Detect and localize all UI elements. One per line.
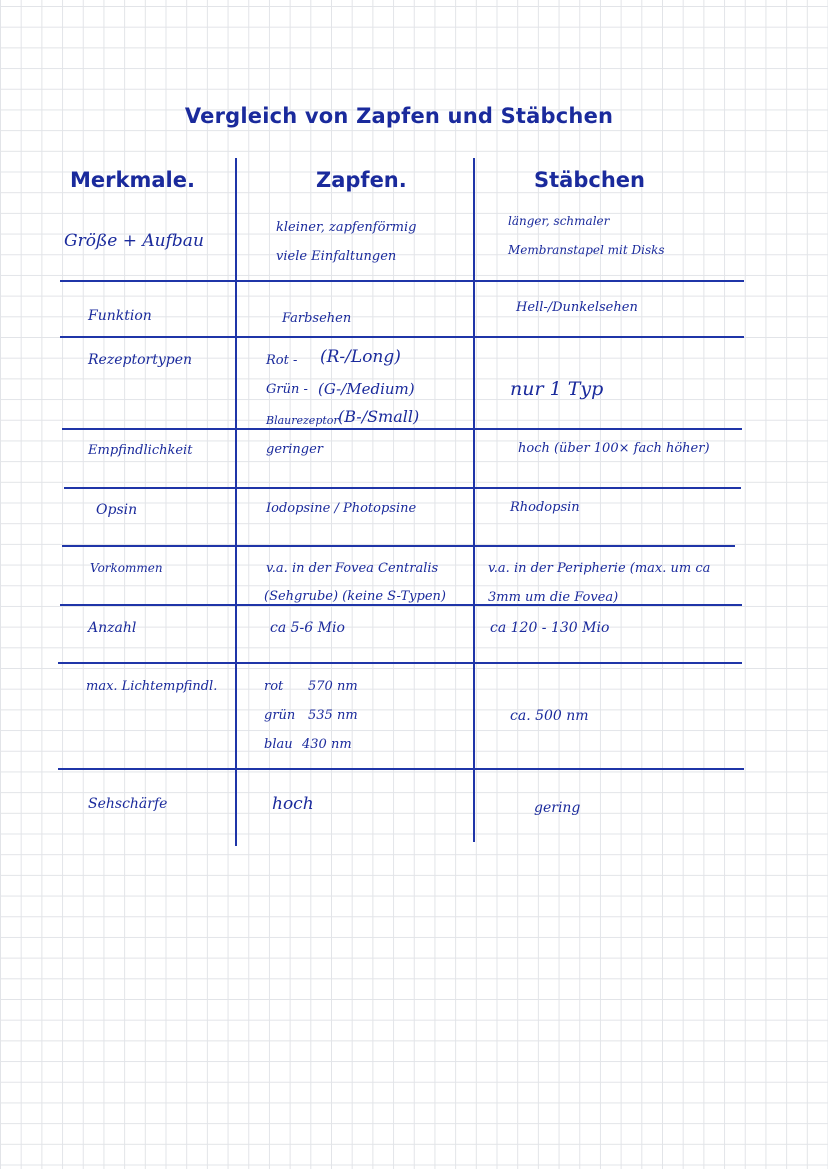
- cell-staebchen-anzahl: ca 120 - 130 Mio: [490, 620, 610, 636]
- row-divider: [60, 336, 744, 338]
- cell-zapfen-anzahl: ca 5-6 Mio: [270, 620, 345, 636]
- row-label-lichtempf: max. Lichtempfindl.: [86, 679, 218, 694]
- row-label-funktion: Funktion: [88, 308, 152, 324]
- cell-zapfen-gruen-nm: 535 nm: [308, 708, 358, 723]
- row-label-empfindlichkeit: Empfindlichkeit: [88, 443, 193, 458]
- cell-zapfen-blau-nm: 430 nm: [302, 737, 352, 752]
- cell-zapfen-sehschaerfe: hoch: [272, 794, 314, 814]
- cell-zapfen-rot-nm: 570 nm: [308, 679, 358, 694]
- cell-zapfen-empfindlichkeit: geringer: [266, 442, 323, 457]
- column-divider-2: [473, 158, 475, 842]
- header-staebchen: Stäbchen: [534, 168, 645, 192]
- cell-staebchen-groesse-1: länger, schmaler: [508, 214, 610, 228]
- cell-staebchen-groesse-2: Membranstapel mit Disks: [508, 243, 665, 257]
- cell-zapfen-gruen-label: grün: [264, 708, 296, 723]
- row-label-rezeptortypen: Rezeptortypen: [88, 352, 192, 368]
- cell-staebchen-sehschaerfe: gering: [534, 800, 581, 816]
- cell-zapfen-funktion: Farbsehen: [282, 311, 352, 326]
- cell-zapfen-groesse-1: kleiner, zapfenförmig: [276, 220, 417, 235]
- cell-zapfen-vorkommen-2: (Sehgrube) (keine S-Typen): [264, 589, 446, 604]
- cell-staebchen-rezeptortypen: nur 1 Typ: [510, 378, 604, 400]
- cell-zapfen-rot-label: rot: [264, 679, 284, 694]
- row-divider: [60, 604, 742, 606]
- cell-staebchen-lichtempf: ca. 500 nm: [510, 708, 589, 724]
- cell-zapfen-groesse-2: viele Einfaltungen: [276, 249, 397, 264]
- cell-staebchen-funktion: Hell-/Dunkelsehen: [516, 300, 638, 315]
- cell-staebchen-empfindlichkeit: hoch (über 100× fach höher): [518, 441, 710, 456]
- header-zapfen: Zapfen.: [316, 168, 407, 192]
- cell-staebchen-vorkommen-1: v.a. in der Peripherie (max. um ca: [488, 561, 711, 576]
- row-label-groesse: Größe + Aufbau: [64, 231, 204, 251]
- row-label-sehschaerfe: Sehschärfe: [88, 796, 168, 812]
- cell-zapfen-blau: Blaurezeptor: [266, 414, 339, 427]
- cell-zapfen-vorkommen-1: v.a. in der Fovea Centralis: [266, 561, 439, 576]
- row-label-vorkommen: Vorkommen: [90, 561, 163, 575]
- row-divider: [64, 487, 741, 489]
- column-divider-1: [235, 158, 237, 846]
- cell-zapfen-rot: Rot -: [266, 353, 298, 368]
- row-divider: [58, 768, 744, 770]
- cell-zapfen-blau-label: blau: [264, 737, 293, 752]
- row-divider: [60, 280, 744, 282]
- cell-zapfen-blau-code: (B-/Small): [338, 407, 420, 426]
- row-divider: [62, 428, 742, 430]
- cell-zapfen-opsin: Iodopsine / Photopsine: [266, 501, 417, 516]
- row-divider: [58, 662, 742, 664]
- cell-zapfen-gruen: Grün -: [266, 382, 308, 397]
- row-label-opsin: Opsin: [96, 502, 138, 518]
- cell-zapfen-rot-code: (R-/Long): [320, 347, 401, 367]
- row-divider: [62, 545, 735, 547]
- page-title: Vergleich von Zapfen und Stäbchen: [184, 104, 614, 128]
- cell-zapfen-gruen-code: (G-/Medium): [318, 380, 415, 398]
- cell-staebchen-opsin: Rhodopsin: [510, 500, 580, 515]
- header-merkmale: Merkmale.: [70, 168, 195, 192]
- row-label-anzahl: Anzahl: [88, 620, 137, 636]
- cell-staebchen-vorkommen-2: 3mm um die Fovea): [488, 590, 619, 605]
